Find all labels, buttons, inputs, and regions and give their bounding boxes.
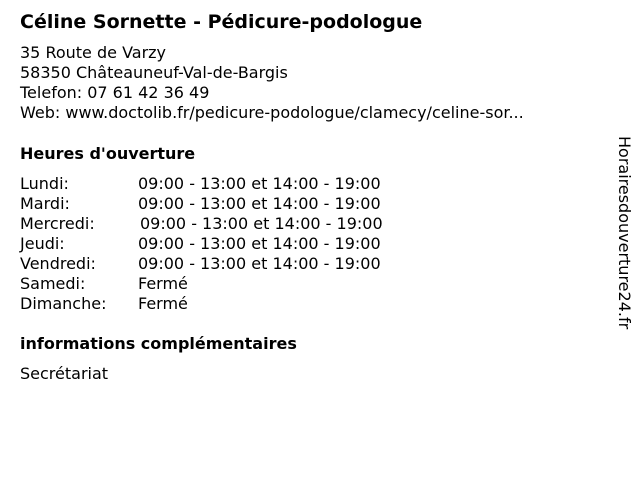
opening-hours-heading: Heures d'ouverture (20, 144, 196, 163)
hours-row-sunday (20, 294, 440, 314)
page-title: Céline Sornette - Pédicure-podologue (20, 11, 423, 33)
opening-hours-table (20, 174, 440, 314)
time-value: 09:00 - 13:00 et 14:00 - 19:00 (138, 254, 381, 273)
additional-info-text: Secrétariat (20, 364, 109, 383)
hours-row-monday (20, 174, 440, 194)
day-label: Samedi: (20, 274, 86, 293)
hours-row-thursday (20, 234, 440, 254)
address-city: 58350 Châteauneuf-Val-de-Bargis (20, 63, 288, 82)
hours-row-saturday (20, 274, 440, 294)
hours-row-tuesday (20, 194, 440, 214)
phone-number[interactable]: Telefon: 07 61 42 36 49 (20, 83, 210, 102)
hours-row-friday (20, 254, 440, 274)
contact-block (20, 43, 524, 123)
day-label: Mercredi: (20, 214, 95, 233)
time-value: Fermé (138, 274, 188, 293)
time-value: 09:00 - 13:00 et 14:00 - 19:00 (138, 194, 381, 213)
day-label: Lundi: (20, 174, 69, 193)
address-street: 35 Route de Varzy (20, 43, 167, 62)
site-watermark (612, 136, 636, 370)
time-value: Fermé (138, 294, 188, 313)
time-value: 09:00 - 13:00 et 14:00 - 19:00 (138, 174, 381, 193)
time-value: 09:00 - 13:00 et 14:00 - 19:00 (140, 214, 383, 233)
site-watermark-text: Horairesdouverture24.fr (615, 136, 634, 330)
day-label: Mardi: (20, 194, 70, 213)
day-label: Jeudi: (20, 234, 65, 253)
day-label: Vendredi: (20, 254, 96, 273)
website-link[interactable]: Web: www.doctolib.fr/pedicure-podologue/clamecy/celine-sor... (20, 103, 524, 122)
time-value: 09:00 - 13:00 et 14:00 - 19:00 (138, 234, 381, 253)
business-card (20, 0, 605, 480)
day-label: Dimanche: (20, 294, 107, 313)
hours-row-wednesday (20, 214, 440, 234)
additional-info-heading: informations complémentaires (20, 334, 297, 353)
